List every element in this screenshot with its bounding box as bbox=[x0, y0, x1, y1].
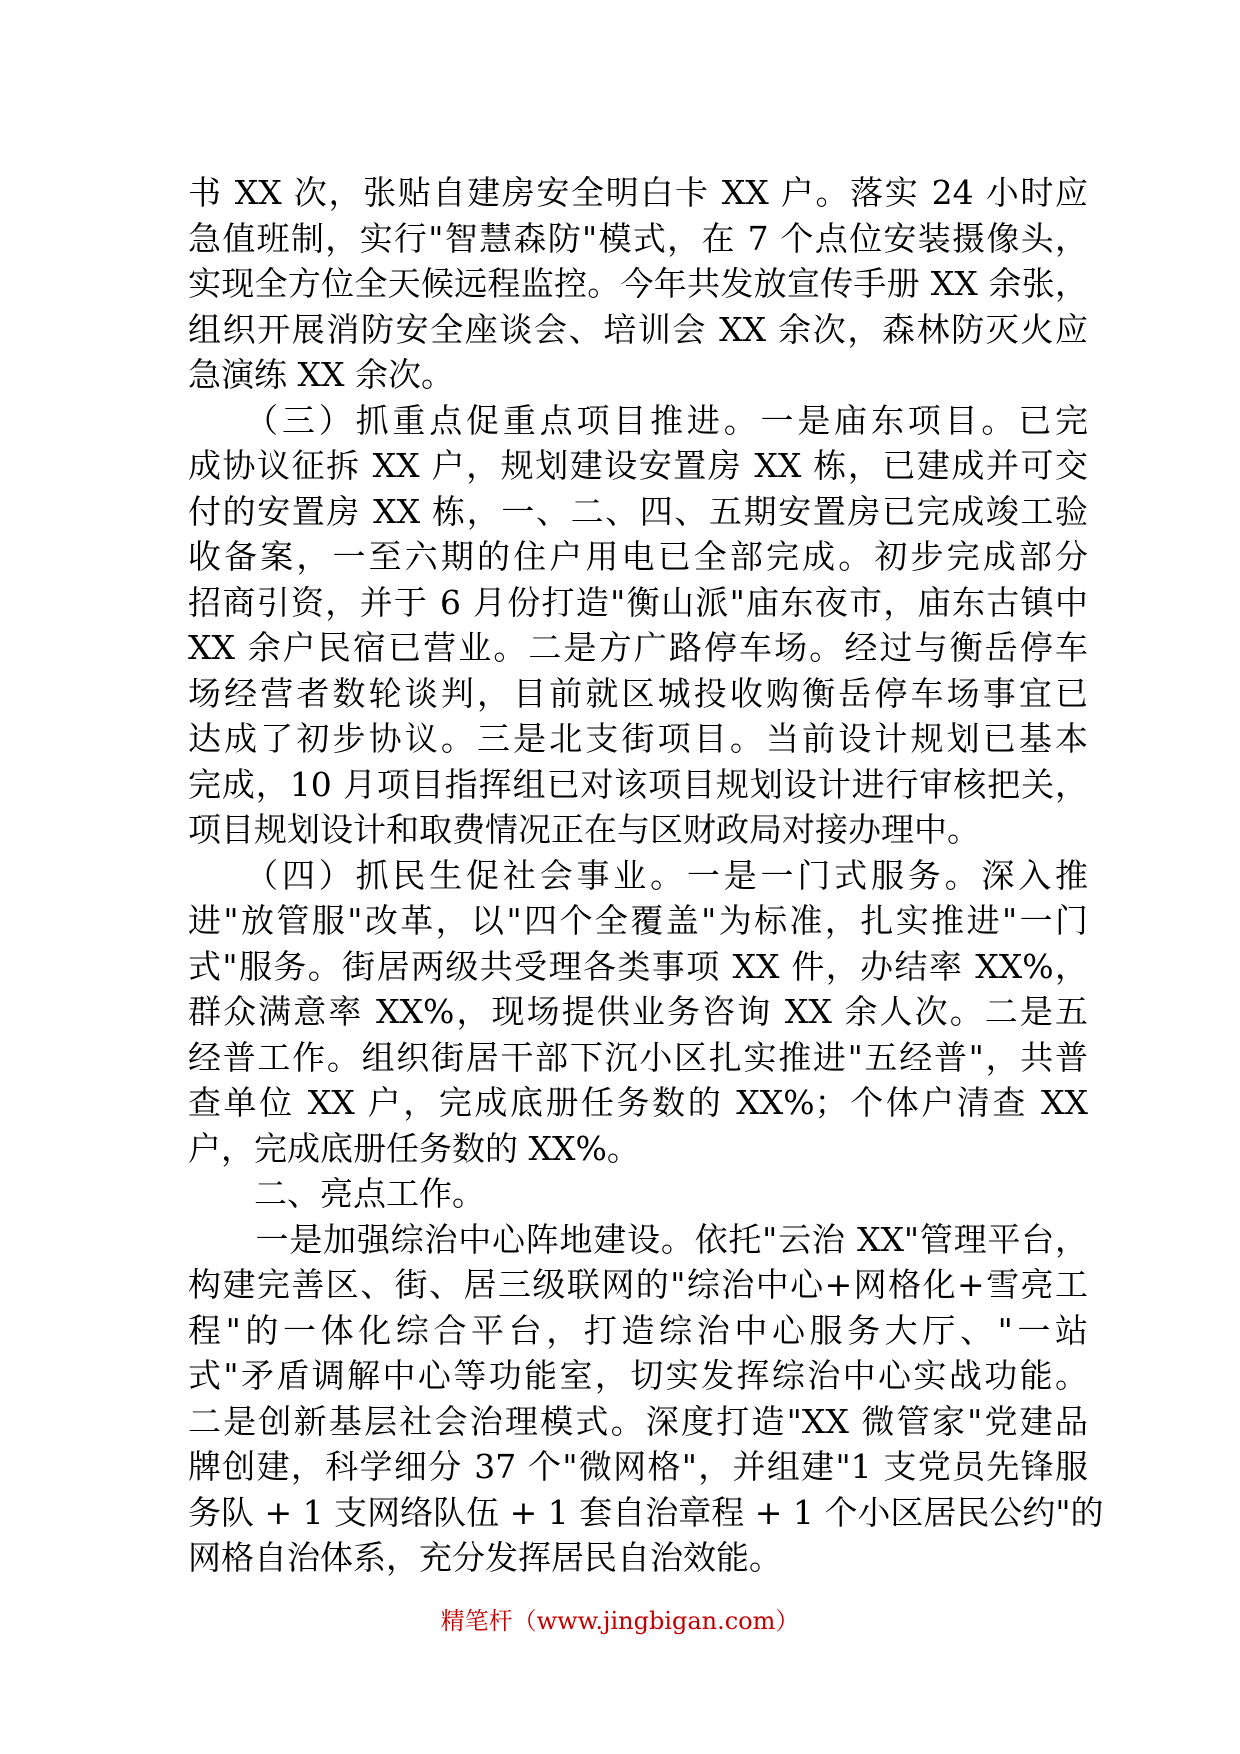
text-line: 式"矛盾调解中心等功能室，切实发挥综治中心实战功能。 bbox=[188, 1356, 1088, 1395]
text-line: 务队 + 1 支网络队伍 + 1 套自治章程 + 1 个小区居民公约"的 bbox=[188, 1492, 1104, 1532]
text-line: （四）抓民生促社会事业。一是一门式服务。深入推 bbox=[188, 855, 1088, 895]
text-line: 网格自治体系，充分发挥居民自治效能。 bbox=[188, 1538, 782, 1577]
text-line: 二、亮点工作。 bbox=[188, 1174, 485, 1213]
text-line: 成协议征拆 XX 户，规划建设安置房 XX 栋，已建成并可交 bbox=[188, 446, 1088, 485]
text-line: 急值班制，实行"智慧森防"模式，在 7 个点位安装摄像头， bbox=[188, 218, 1088, 258]
document-body bbox=[188, 170, 1104, 1581]
text-line: 进"放管服"改革，以"四个全覆盖"为标准，扎实推进"一门 bbox=[188, 901, 1088, 940]
text-line: 一是加强综治中心阵地建设。依托"云治 XX"管理平台， bbox=[188, 1219, 1088, 1259]
text-line: 完成，10 月项目指挥组已对该项目规划设计进行审核把关， bbox=[188, 764, 1088, 804]
text-line: 急演练 XX 余次。 bbox=[188, 355, 454, 394]
text-line: 场经营者数轮谈判，目前就区城投收购衡岳停车场事宜已 bbox=[188, 673, 1088, 713]
text-line: （三）抓重点促重点项目推进。一是庙东项目。已完 bbox=[188, 400, 1088, 440]
text-line: 组织开展消防安全座谈会、培训会 XX 余次，森林防灭火应 bbox=[188, 309, 1088, 349]
text-line: 收备案，一至六期的住户用电已全部完成。初步完成部分 bbox=[188, 537, 1088, 576]
text-line: 项目规划设计和取费情况正在与区财政局对接办理中。 bbox=[188, 810, 980, 849]
text-line: 经普工作。组织街居干部下沉小区扎实推进"五经普"，共普 bbox=[188, 1037, 1088, 1077]
text-line: 实现全方位全天候远程监控。今年共发放宣传手册 XX 余张， bbox=[188, 264, 1088, 303]
text-line: 书 XX 次，张贴自建房安全明白卡 XX 户。落实 24 小时应 bbox=[188, 173, 1088, 212]
text-line: 牌创建，科学细分 37 个"微网格"，并组建"1 支党员先锋服 bbox=[188, 1447, 1088, 1486]
text-line: 程"的一体化综合平台，打造综治中心服务大厅、"一站 bbox=[188, 1310, 1088, 1350]
text-line: 付的安置房 XX 栋，一、二、四、五期安置房已完成竣工验 bbox=[188, 491, 1088, 531]
text-line: 达成了初步协议。三是北支街项目。当前设计规划已基本 bbox=[188, 719, 1088, 758]
text-line: XX 余户民宿已营业。二是方广路停车场。经过与衡岳停车 bbox=[188, 628, 1088, 667]
text-line: 户，完成底册任务数的 XX%。 bbox=[188, 1128, 640, 1168]
text-line: 查单位 XX 户，完成底册任务数的 XX%；个体户清查 XX bbox=[188, 1083, 1088, 1122]
text-line: 群众满意率 XX%，现场提供业务咨询 XX 余人次。二是五 bbox=[188, 992, 1088, 1031]
text-line: 构建完善区、街、居三级联网的"综治中心+网格化+雪亮工 bbox=[188, 1265, 1088, 1304]
footer-watermark: 精笔杆（www.jingbigan.com） bbox=[440, 1607, 800, 1635]
text-line: 式"服务。街居两级共受理各类事项 XX 件，办结率 XX%， bbox=[188, 946, 1088, 986]
text-line: 二是创新基层社会治理模式。深度打造"XX 微管家"党建品 bbox=[188, 1401, 1088, 1441]
text-line: 招商引资，并于 6 月份打造"衡山派"庙东夜市，庙东古镇中 bbox=[188, 582, 1088, 622]
